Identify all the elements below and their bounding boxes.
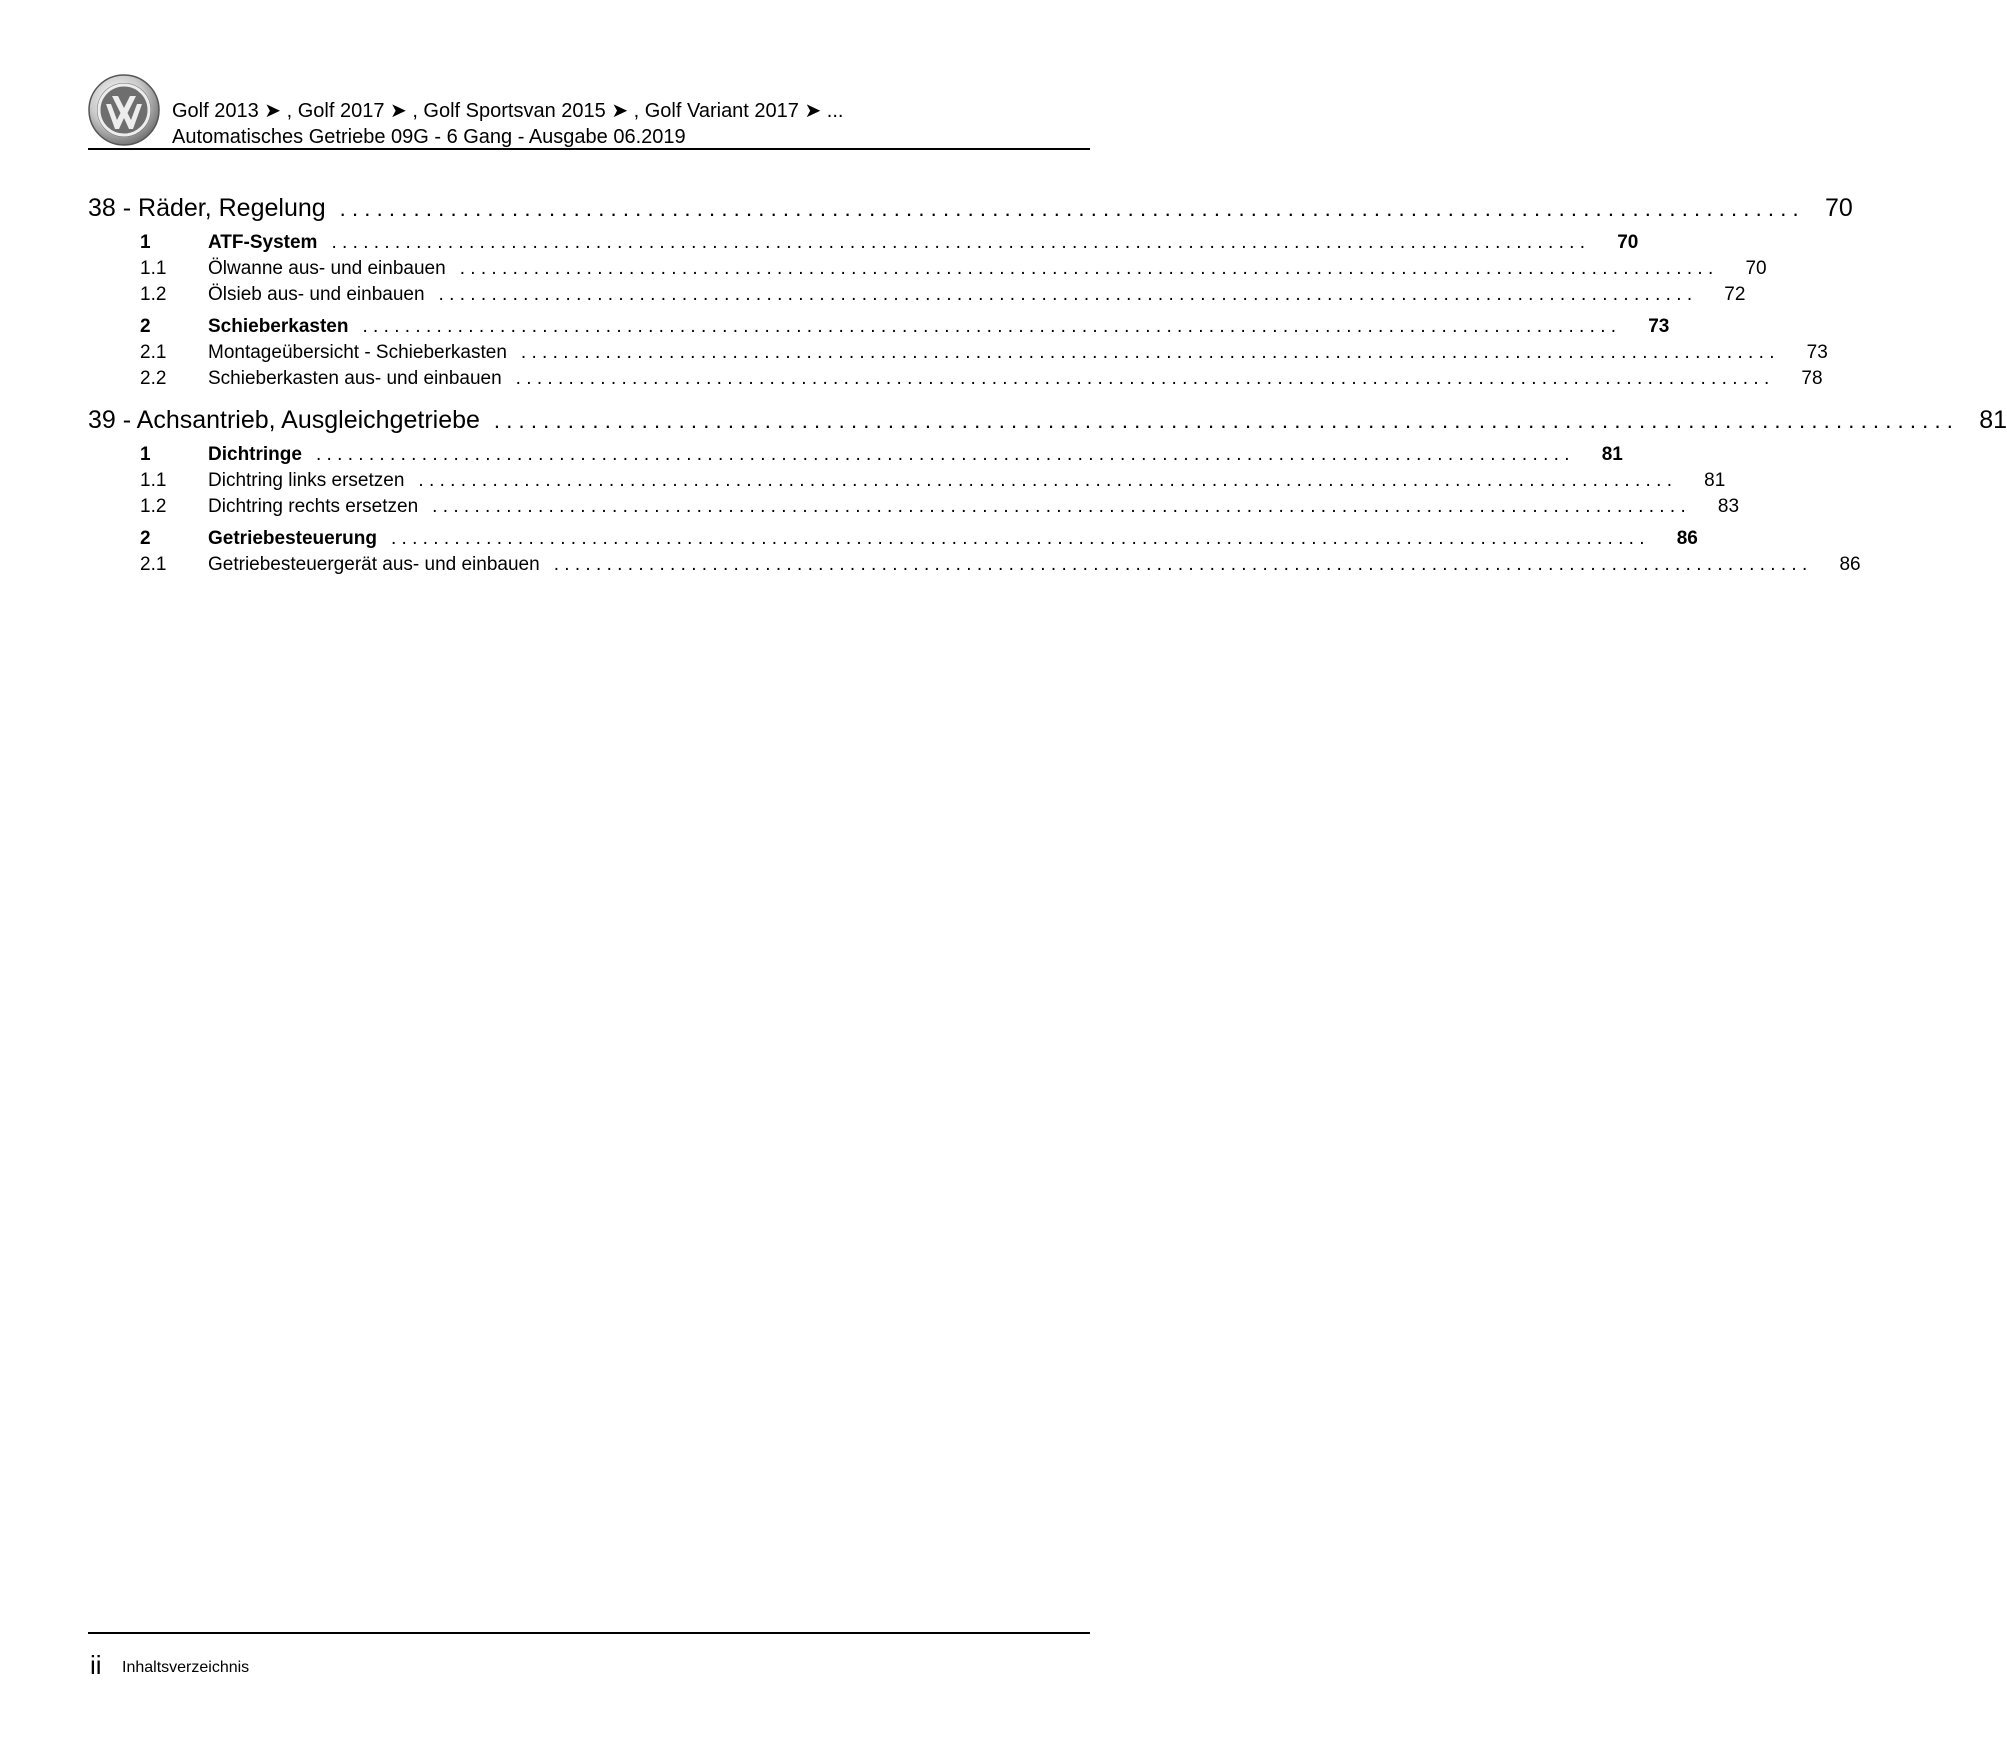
- entry-title: Dichtring rechts ersetzen: [208, 496, 419, 517]
- toc-entry[interactable]: [88, 256, 1767, 282]
- entry-number: 2: [140, 316, 151, 337]
- entry-number: 2.1: [140, 554, 167, 575]
- entry-title: Getriebesteuerung: [208, 528, 377, 549]
- entry-page: 86: [1839, 554, 1861, 575]
- toc-entry[interactable]: [88, 552, 1861, 578]
- entry-title: Getriebesteuergerät aus- und einbauen: [208, 554, 540, 575]
- entry-page: 81: [1704, 470, 1726, 491]
- header-divider: [88, 148, 1090, 150]
- toc-entry[interactable]: [88, 468, 1726, 494]
- dot-leader: .......................................................................................................................: [339, 196, 1805, 221]
- dot-leader: .......................................................................................................................: [331, 232, 1591, 253]
- entry-title: Dichtring links ersetzen: [208, 470, 405, 491]
- chapter-title: 38 - Räder, Regelung: [88, 194, 326, 222]
- dot-leader: .......................................................................................................................: [493, 408, 1960, 433]
- entry-page: 78: [1801, 368, 1823, 389]
- entry-page: 70: [1617, 232, 1639, 253]
- footer-page-number: ii: [90, 1650, 102, 1680]
- dot-leader: .......................................................................................................................: [418, 470, 1678, 491]
- entry-number: 1.1: [140, 258, 167, 279]
- entry-number: 2.1: [140, 342, 167, 363]
- entry-number: 1: [140, 232, 151, 253]
- toc-chapter-39[interactable]: [88, 404, 2007, 436]
- dot-leader: .......................................................................................................................: [515, 368, 1775, 389]
- toc-entry[interactable]: [88, 494, 1740, 520]
- dot-leader: .......................................................................................................................: [315, 444, 1575, 465]
- entry-number: 2.2: [140, 368, 167, 389]
- toc-chapter-38[interactable]: [88, 192, 1853, 224]
- entry-page: 73: [1806, 342, 1828, 363]
- chapter-page: 81: [1979, 406, 2007, 434]
- entry-title: Ölwanne aus- und einbauen: [208, 258, 446, 279]
- footer-section-name: Inhaltsverzeichnis: [122, 1659, 250, 1676]
- entry-page: 86: [1676, 528, 1698, 549]
- dot-leader: .......................................................................................................................: [362, 316, 1622, 337]
- footer-divider: [88, 1632, 1090, 1634]
- header-manual-title: Automatisches Getriebe 09G - 6 Gang - Ausgabe 06.2019: [172, 126, 686, 148]
- dot-leader: .......................................................................................................................: [520, 342, 1780, 363]
- dot-leader: .......................................................................................................................: [390, 528, 1650, 549]
- toc-entry[interactable]: [88, 230, 1639, 256]
- entry-number: 1: [140, 444, 151, 465]
- toc-entry[interactable]: [88, 442, 1623, 468]
- entry-title: Schieberkasten aus- und einbauen: [208, 368, 502, 389]
- entry-title: ATF-System: [208, 232, 318, 253]
- chapter-title: 39 - Achsantrieb, Ausgleichgetriebe: [88, 406, 480, 434]
- entry-page: 81: [1601, 444, 1623, 465]
- entry-page: 72: [1724, 284, 1746, 305]
- toc-entry[interactable]: [88, 526, 1698, 552]
- dot-leader: .......................................................................................................................: [459, 258, 1719, 279]
- dot-leader: .......................................................................................................................: [432, 496, 1692, 517]
- vw-logo: [88, 74, 160, 146]
- table-of-contents: [88, 188, 2007, 578]
- toc-entry[interactable]: [88, 282, 1746, 308]
- header-vehicle-models: Golf 2013 ➤ , Golf 2017 ➤ , Golf Sportsvan 2015 ➤ , Golf Variant 2017 ➤ ...: [172, 100, 844, 122]
- entry-page: 70: [1745, 258, 1767, 279]
- entry-number: 1.2: [140, 284, 167, 305]
- toc-entry[interactable]: [88, 314, 1670, 340]
- entry-title: Ölsieb aus- und einbauen: [208, 284, 425, 305]
- entry-title: Dichtringe: [208, 444, 302, 465]
- dot-leader: .......................................................................................................................: [438, 284, 1698, 305]
- entry-number: 2: [140, 528, 151, 549]
- toc-entry[interactable]: [88, 366, 1823, 392]
- entry-number: 1.2: [140, 496, 167, 517]
- toc-entry[interactable]: [88, 340, 1828, 366]
- entry-title: Schieberkasten: [208, 316, 349, 337]
- chapter-page: 70: [1825, 194, 1853, 222]
- entry-title: Montageübersicht - Schieberkasten: [208, 342, 507, 363]
- dot-leader: .......................................................................................................................: [553, 554, 1813, 575]
- entry-page: 83: [1717, 496, 1740, 517]
- entry-number: 1.1: [140, 470, 167, 491]
- entry-page: 73: [1648, 316, 1670, 337]
